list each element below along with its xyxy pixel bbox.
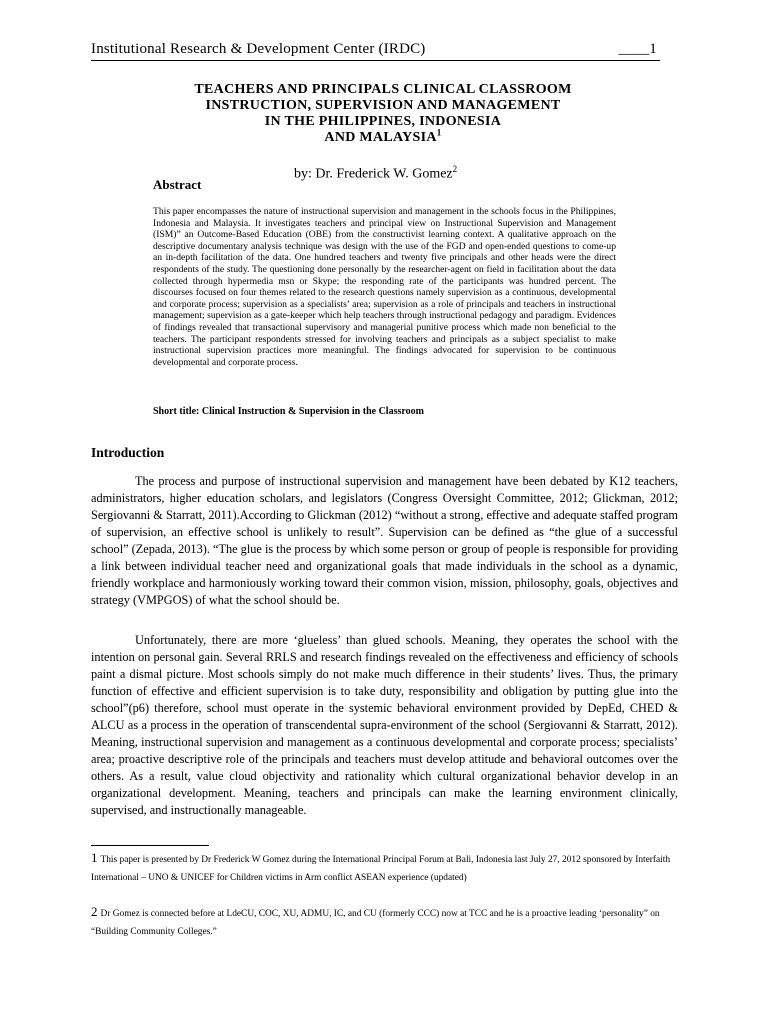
abstract-text: This paper encompasses the nature of instructional supervision and management in the schools focus in the Philippines, Indonesia and Malaysia. It investigates teachers and principal view on Instructional Supervision and Management (ISM)” an Outcome-Based Education (OBE) from the constructivist learning context. A qualitative approach on the descriptive documentary analysis technique was design with the use of the FGD and open-ended questions to come-up an in-depth facilitation of the data. One hundred teachers and twenty five principals and other heads were the direct respondents of the study. The questioning done personally by the researcher-agent on field in facilitation about the data collected through hypermedia msn or Skype; the responding rate of the participants was hundred percent. The discourses focused on four themes related to the research questions namely supervision as a continuous, developmental and corporate process; supervision as a specialists’ area; supervision as a role of principals and teachers in instructional management; supervision as a gate-keeper which help teachers through instructional pedagogy and paradigm. Evidences of findings revealed that transactional supervisory and managerial punitive process which made non beneficial to the teachers. The participant respondents stressed for involving teachers and principals as a subject specialist to make instructional supervision practices more meaningful. The findings advocated for supervision to be continuous developmental and corporate process. [153, 206, 616, 368]
author-byline [294, 164, 457, 183]
footnote-text: This paper is presented by Dr Frederick W Gomez during the International Principal Forum at Bali, Indonesia last July 27, 2012 sponsored by Interfaith International – UNO & UNICEF for Children victims in Arm conflict ASEAN experience (updated) [91, 855, 671, 883]
byline-footnote-mark: 2 [452, 164, 458, 174]
footnote-1 [91, 849, 681, 887]
footnote-number: 2 [91, 904, 98, 919]
header-title: Institutional Research & Development Center (IRDC) [91, 41, 426, 57]
footnote-number: 1 [91, 850, 98, 865]
title-line: TEACHERS AND PRINCIPALS CLINICAL CLASSROOM [194, 82, 572, 97]
title-line: IN THE PHILIPPINES, INDONESIA [264, 114, 502, 129]
title-line: AND MALAYSIA [324, 130, 437, 145]
short-title: Short title: Clinical Instruction & Supervision in the Classroom [153, 406, 424, 417]
introduction-paragraph-1 [91, 473, 678, 609]
paragraph-text: Unfortunately, there are more ‘glueless’ than glued schools. Meaning, they operates the school with the intention on personal gain. Several RRLS and research findings revealed on the effectiveness and efficiency of schools paint a dismal picture. Most schools simply do not make much difference in their students’ lives. Thus, the primary function of effective and efficient supervision is to take duty, responsibility and obligation by putting glue into the school”(p6) therefore, school must operate in the systemic behavioral environment provided by DepEd, CHED & ALCU as a process in the operation of transcendental supra-environment of the school (Sergiovanni & Starratt, 2012). Meaning, instructional supervision and management as a continuous developmental and corporate process; specialists’ area; proactive descriptive role of the principals and teachers must develop attitude and behavioral outcomes over the others. As a result, value cloud objectivity and rationality which cultural organizational behavior develop in an organizational development. Meaning, teachers and principals can make the learning environment clinically, supervised, and instructionally manageable. [91, 633, 678, 817]
page-number: ____1 [618, 41, 657, 57]
title-line: INSTRUCTION, SUPERVISION AND MANAGEMENT [205, 98, 561, 113]
introduction-paragraph-2 [91, 632, 678, 819]
running-header [91, 40, 660, 61]
paragraph-text: The process and purpose of instructional supervision and management have been debated by K12 teachers, administrators, higher education scholars, and legislators (Congress Oversight Committee, 2012; Glickman, 2012; Sergiovanni & Starratt, 2011).According to Glickman (2012) “without a strong, effective and adequate staffed program of supervision, an effective school is unlikely to result”. Supervision can be defined as “the glue of a successful school” (Zepada, 2013). “The glue is the process by which some person or group of people is responsible for providing a link between individual teacher need and organizational goals that made individuals in the school as a dynamic, friendly workplace and harmoniously working toward their common vision, mission, philosophy, goals, objectives and strategy (VMPGOS) of what the school should be. [91, 474, 678, 607]
footnote-divider [91, 845, 209, 846]
title-footnote-mark: 1 [436, 127, 442, 138]
introduction-heading: Introduction [91, 445, 165, 460]
abstract-heading: Abstract [153, 177, 202, 192]
title-line-last [91, 127, 675, 146]
paper-title [91, 82, 675, 146]
byline-text: by: Dr. Frederick W. Gomez [294, 166, 453, 182]
footnote-2 [91, 903, 681, 941]
footnote-text: Dr Gomez is connected before at LdeCU, COC, XU, ADMU, IC, and CU (formerly CCC) now at TCC and he is a proactive leading ‘personality” on “Building Community Colleges.” [91, 909, 660, 937]
